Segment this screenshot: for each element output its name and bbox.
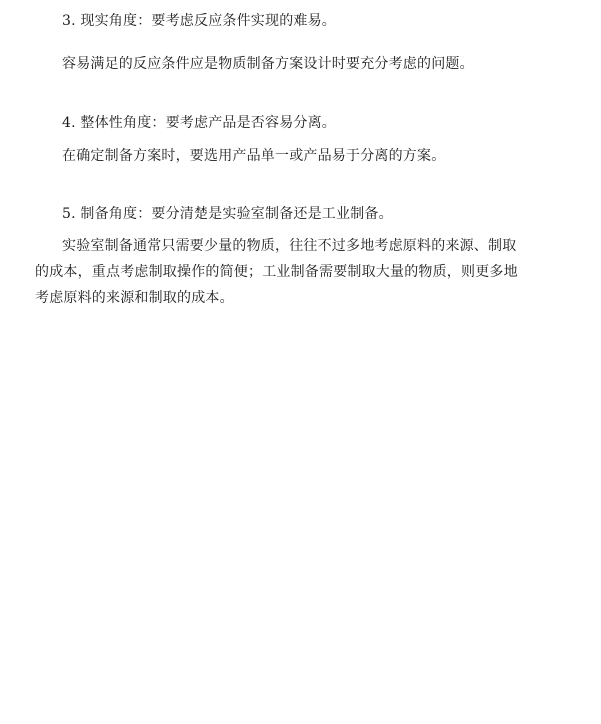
section-5-body-line-1: 实验室制备通常只需要少量的物质，往往不过多地考虑原料的来源、制取 [62,238,517,254]
section-4-body: 在确定制备方案时，要选用产品单一或产品易于分离的方案。 [62,148,446,164]
section-3-heading: 3. 现实角度：要考虑反应条件实现的难易。 [62,13,337,29]
section-3-body: 容易满足的反应条件应是物质制备方案设计时要充分考虑的问题。 [62,56,474,72]
section-5-body-line-3: 考虑原料的来源和制取的成本。 [35,290,234,306]
section-4-heading: 4. 整体性角度：要考虑产品是否容易分离。 [62,115,337,131]
section-5-heading: 5. 制备角度：要分清楚是实验室制备还是工业制备。 [62,206,393,222]
section-5-body-line-2: 的成本，重点考虑制取操作的简便；工业制备需要制取大量的物质，则更多地 [35,264,518,280]
